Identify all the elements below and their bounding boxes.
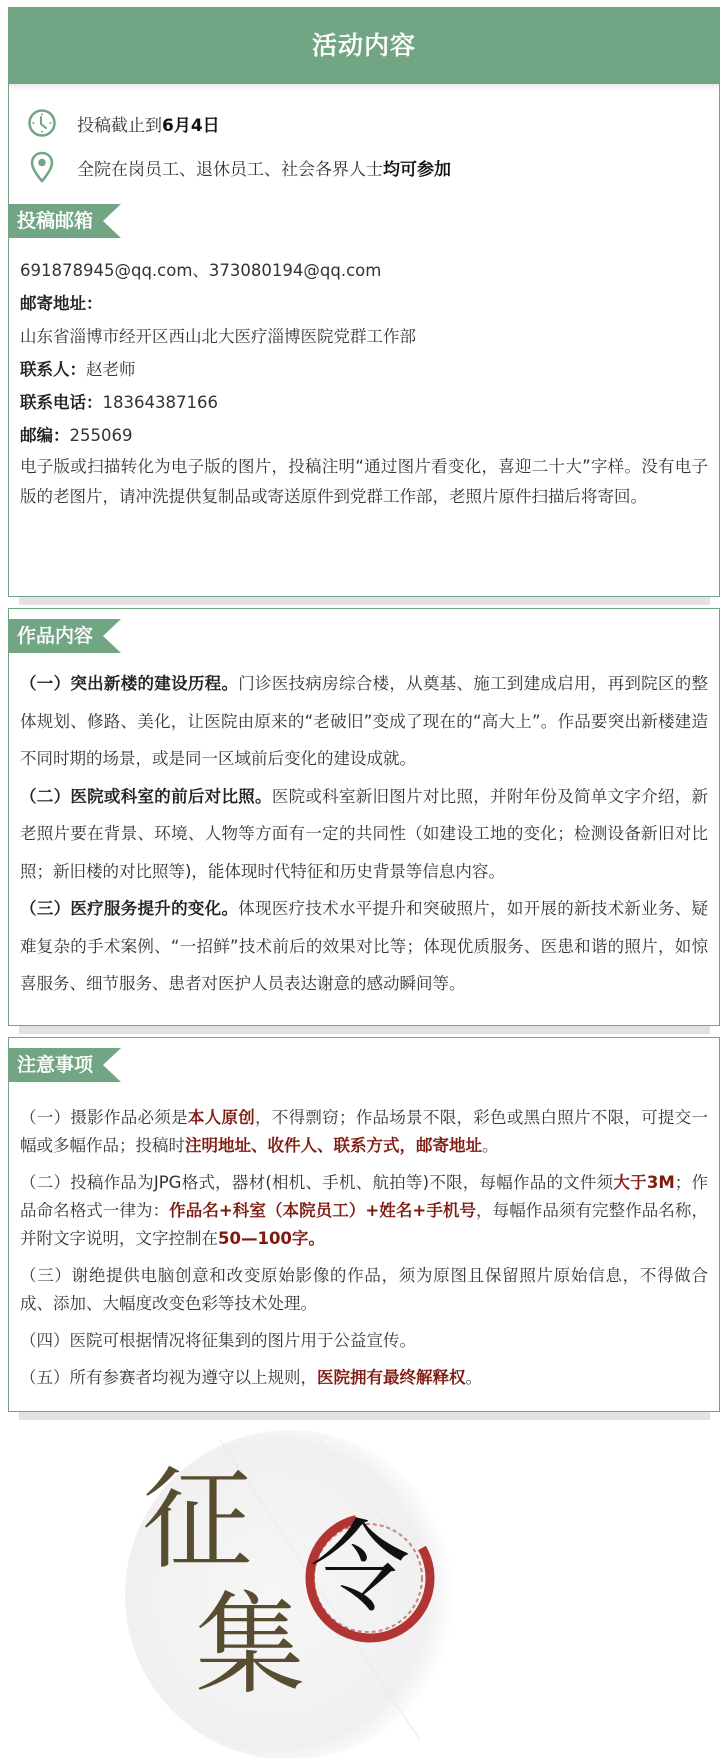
location-pin-icon xyxy=(27,150,57,184)
poster-char-ji: 集 xyxy=(195,1581,305,1709)
email-addresses[interactable]: 691878945@qq.com、373080194@qq.com xyxy=(20,261,382,280)
contact-person: 联系人：赵老师 xyxy=(20,360,136,379)
note-5: （五）所有参赛者均视为遵守以上规则，医院拥有最终解释权。 xyxy=(20,1368,482,1387)
box-shadow xyxy=(19,1412,710,1420)
poster-char-ling: 令 xyxy=(310,1509,410,1626)
works-item-1: （一）突出新楼的建设历程。门诊医技病房综合楼，从奠基、施工到建成启用，再到院区的整体规划、修路、美化，让医院由原来的“老破旧”变成了现在的“高大上”。作品要突出新楼建造不同时期的场景，或是同一区域前后变化的建设成就。 xyxy=(20,674,709,768)
tag-submission-email: 投稿邮箱 xyxy=(9,204,121,238)
poster-char-zheng: 征 xyxy=(142,1456,252,1584)
collection-poster-image xyxy=(100,1420,580,1758)
note-1: （一）摄影作品必须是本人原创，不得剽窃；作品场景不限，彩色或黑白照片不限，可提交一幅或多幅作品；投稿时注明地址、收件人、联系方式，邮寄地址。 xyxy=(20,1108,709,1155)
clock-icon xyxy=(27,106,57,140)
box-shadow xyxy=(19,597,710,605)
note-4: （四）医院可根据情况将征集到的图片用于公益宣传。 xyxy=(20,1331,416,1350)
submission-note: 电子版或扫描转化为电子版的图片，投稿注明“通过图片看变化，喜迎二十大”字样。没有电子版的老图片，请冲洗提供复制品或寄送原件到党群工作部，老照片原件扫描后将寄回。 xyxy=(20,457,708,506)
works-item-3: （三）医疗服务提升的变化。体现医疗技术水平提升和突破照片，如开展的新技术新业务、疑难复杂的手术案例、“一招鲜”技术前后的效果对比等；体现优质服务、医患和谐的照片，如惊喜服务、细节服务、患者对医护人员表达谢意的感动瞬间等。 xyxy=(20,899,709,993)
contact-phone: 联系电话：18364387166 xyxy=(20,393,218,412)
zip-code: 邮编：255069 xyxy=(20,426,133,445)
mail-address: 山东省淄博市经开区西山北大医疗淄博医院党群工作部 xyxy=(20,327,416,346)
activity-content-section xyxy=(8,7,720,597)
tag-notes: 注意事项 xyxy=(9,1048,121,1082)
note-3: （三）谢绝提供电脑创意和改变原始影像的作品，须为原图且保留照片原始信息，不得做合成、添加、大幅度改变色彩等技术处理。 xyxy=(20,1266,708,1313)
note-2: （二）投稿作品为JPG格式，器材(相机、手机、航拍等)不限，每幅作品的文件须大于3M；作品命名格式一律为：作品名+科室（本院员工）+姓名+手机号，每幅作品须有完整作品名称，并附文字说明，文字控制在50—100字。 xyxy=(20,1173,709,1248)
notes-section xyxy=(8,1037,720,1412)
deadline-text: 投稿截止到6月4日 xyxy=(77,115,220,136)
eligibility-text: 全院在岗员工、退休员工、社会各界人士均可参加 xyxy=(77,159,451,180)
section-header: 活动内容 xyxy=(9,8,719,84)
mail-address-label: 邮寄地址： xyxy=(20,294,103,313)
tag-works-content: 作品内容 xyxy=(9,619,121,653)
box-shadow xyxy=(19,1026,710,1034)
deadline-row xyxy=(9,101,719,145)
eligibility-row xyxy=(9,145,719,189)
works-content-section xyxy=(8,608,720,1026)
works-item-2: （二）医院或科室的前后对比照。医院或科室新旧图片对比照，并附年份及简单文字介绍，新老照片要在背景、环境、人物等方面有一定的共同性（如建设工地的变化；检测设备新旧对比照；新旧楼的对比照等)，能体现时代特征和历史背景等信息内容。 xyxy=(20,786,709,881)
